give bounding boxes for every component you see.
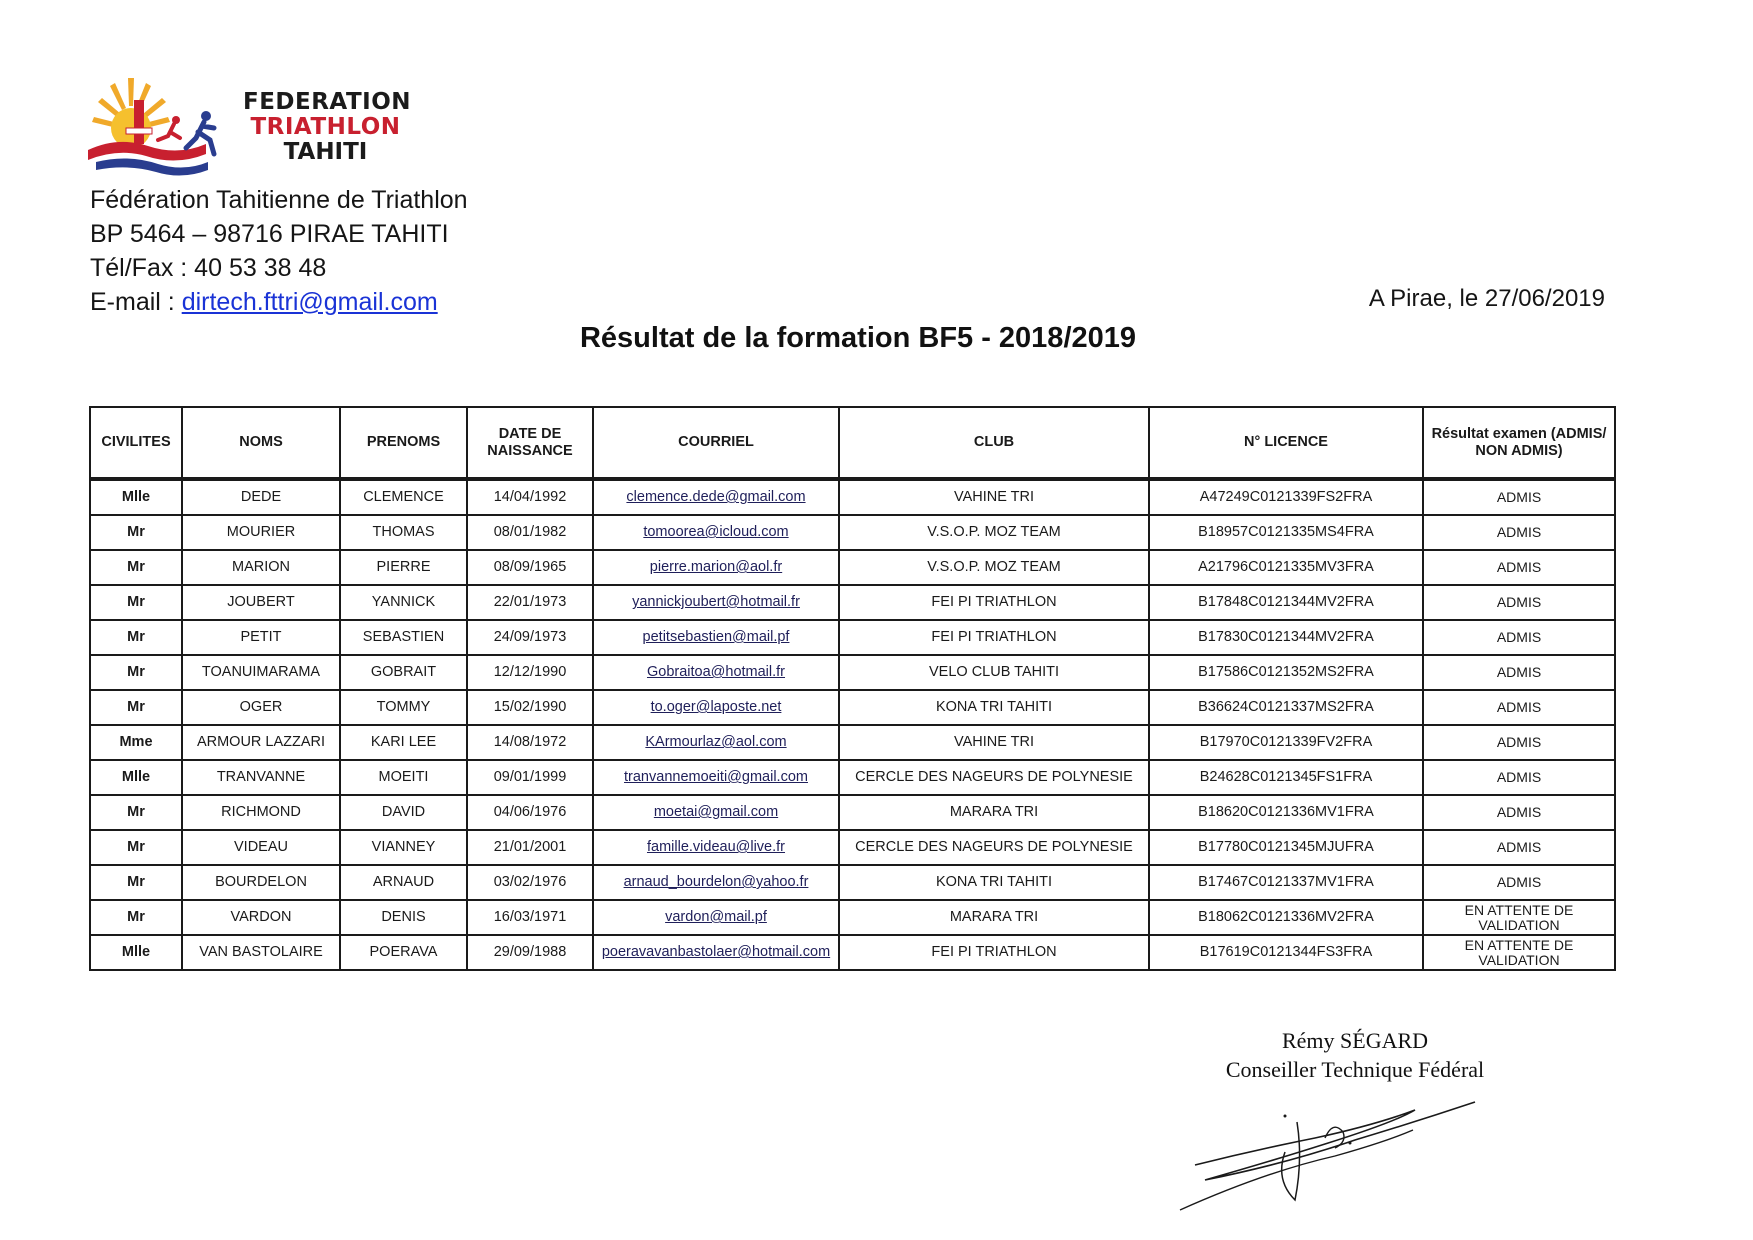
table-row xyxy=(90,585,1615,620)
nom-cell: VAN BASTOLAIRE xyxy=(182,935,340,970)
nom-cell: PETIT xyxy=(182,620,340,655)
licence-cell: B17467C0121337MV1FRA xyxy=(1149,865,1423,900)
licence-cell: B17848C0121344MV2FRA xyxy=(1149,585,1423,620)
courriel-cell xyxy=(593,690,839,725)
email-link[interactable]: Gobraitoa@hotmail.fr xyxy=(646,664,786,680)
header-noms: NOMS xyxy=(182,407,340,479)
courriel-cell xyxy=(593,865,839,900)
nom-cell: MOURIER xyxy=(182,515,340,550)
header-prenoms: PRENOMS xyxy=(340,407,467,479)
civilite-cell: Mlle xyxy=(90,479,182,515)
nom-cell: RICHMOND xyxy=(182,795,340,830)
prenom-cell: CLEMENCE xyxy=(340,479,467,515)
table-row xyxy=(90,550,1615,585)
table-row xyxy=(90,725,1615,760)
signatory-name: Rémy SÉGARD xyxy=(1281,1028,1429,1053)
licence-cell: B17586C0121352MS2FRA xyxy=(1149,655,1423,690)
courriel-cell xyxy=(593,795,839,830)
civilite-cell: Mr xyxy=(90,515,182,550)
civilite-cell: Mr xyxy=(90,585,182,620)
civilite-cell: Mr xyxy=(90,865,182,900)
licence-cell: B17970C0121339FV2FRA xyxy=(1149,725,1423,760)
courriel-cell xyxy=(593,620,839,655)
prenom-cell: TOMMY xyxy=(340,690,467,725)
header-licence: N° LICENCE xyxy=(1149,407,1423,479)
organization-address: BP 5464 – 98716 PIRAE TAHITI xyxy=(90,220,449,248)
table-row xyxy=(90,515,1615,550)
courriel-cell xyxy=(593,725,839,760)
organization-address-block xyxy=(90,183,468,319)
results-table xyxy=(89,406,1616,971)
signatory-block xyxy=(1210,1026,1500,1084)
nom-cell: VARDON xyxy=(182,900,340,935)
organization-phone: Tél/Fax : 40 53 38 48 xyxy=(90,254,327,282)
handwritten-signature xyxy=(1175,1080,1485,1215)
document-date: A Pirae, le 27/06/2019 xyxy=(1368,285,1605,312)
date-naissance-cell: 15/02/1990 xyxy=(467,690,593,725)
civilite-cell: Mr xyxy=(90,690,182,725)
email-link[interactable]: famille.videau@live.fr xyxy=(646,839,786,855)
nom-cell: TRANVANNE xyxy=(182,760,340,795)
club-cell: V.S.O.P. MOZ TEAM xyxy=(839,515,1149,550)
club-cell: VAHINE TRI xyxy=(839,725,1149,760)
logo-line-1: FEDERATION xyxy=(243,89,411,115)
prenom-cell: SEBASTIEN xyxy=(340,620,467,655)
licence-cell: B17619C0121344FS3FRA xyxy=(1149,935,1423,970)
date-naissance-cell: 08/09/1965 xyxy=(467,550,593,585)
licence-cell: B36624C0121337MS2FRA xyxy=(1149,690,1423,725)
resultat-cell: ADMIS xyxy=(1423,725,1615,760)
logo-wordmark xyxy=(243,89,411,165)
prenom-cell: DENIS xyxy=(340,900,467,935)
email-link[interactable]: tomoorea@icloud.com xyxy=(643,524,789,540)
licence-cell: A47249C0121339FS2FRA xyxy=(1149,479,1423,515)
header-civilites: CIVILITES xyxy=(90,407,182,479)
header-date-naissance: DATE DE NAISSANCE xyxy=(467,407,593,479)
resultat-cell: ADMIS xyxy=(1423,620,1615,655)
table-row xyxy=(90,900,1615,935)
prenom-cell: YANNICK xyxy=(340,585,467,620)
email-link[interactable]: KArmourlaz@aol.com xyxy=(645,734,787,750)
courriel-cell xyxy=(593,550,839,585)
civilite-cell: Mme xyxy=(90,725,182,760)
email-label: E-mail : xyxy=(90,288,182,316)
prenom-cell: MOEITI xyxy=(340,760,467,795)
triathlon-emblem-icon xyxy=(88,70,248,182)
header-courriel: COURRIEL xyxy=(593,407,839,479)
table-row xyxy=(90,935,1615,970)
table-row xyxy=(90,479,1615,515)
prenom-cell: THOMAS xyxy=(340,515,467,550)
nom-cell: BOURDELON xyxy=(182,865,340,900)
courriel-cell xyxy=(593,655,839,690)
resultat-cell: ADMIS xyxy=(1423,830,1615,865)
federation-logo xyxy=(88,70,418,182)
civilite-cell: Mr xyxy=(90,550,182,585)
table-row xyxy=(90,655,1615,690)
club-cell: FEI PI TRIATHLON xyxy=(839,585,1149,620)
civilite-cell: Mr xyxy=(90,620,182,655)
nom-cell: MARION xyxy=(182,550,340,585)
prenom-cell: DAVID xyxy=(340,795,467,830)
licence-cell: A21796C0121335MV3FRA xyxy=(1149,550,1423,585)
nom-cell: OGER xyxy=(182,690,340,725)
club-cell: VAHINE TRI xyxy=(839,479,1149,515)
date-naissance-cell: 14/08/1972 xyxy=(467,725,593,760)
nom-cell: JOUBERT xyxy=(182,585,340,620)
table-row xyxy=(90,620,1615,655)
licence-cell: B17780C0121345MJUFRA xyxy=(1149,830,1423,865)
logo-line-2: TRIATHLON xyxy=(250,114,401,140)
club-cell: CERCLE DES NAGEURS DE POLYNESIE xyxy=(839,760,1149,795)
club-cell: KONA TRI TAHITI xyxy=(839,865,1149,900)
email-link[interactable]: clemence.dede@gmail.com xyxy=(626,489,806,505)
organization-name: Fédération Tahitienne de Triathlon xyxy=(90,186,468,214)
club-cell: FEI PI TRIATHLON xyxy=(839,620,1149,655)
courriel-cell xyxy=(593,515,839,550)
nom-cell: ARMOUR LAZZARI xyxy=(182,725,340,760)
prenom-cell: POERAVA xyxy=(340,935,467,970)
courriel-cell xyxy=(593,935,839,970)
civilite-cell: Mr xyxy=(90,795,182,830)
email-link[interactable]: tranvannemoeiti@gmail.com xyxy=(624,769,808,785)
table-row xyxy=(90,795,1615,830)
email-link[interactable]: petitsebastien@mail.pf xyxy=(642,629,790,645)
date-naissance-cell: 29/09/1988 xyxy=(467,935,593,970)
licence-cell: B24628C0121345FS1FRA xyxy=(1149,760,1423,795)
resultat-cell: ADMIS xyxy=(1423,865,1615,900)
resultat-cell: ADMIS xyxy=(1423,515,1615,550)
date-naissance-cell: 03/02/1976 xyxy=(467,865,593,900)
table-row xyxy=(90,830,1615,865)
table-row xyxy=(90,760,1615,795)
table-header-row xyxy=(90,407,1615,479)
resultat-cell: EN ATTENTE DE VALIDATION xyxy=(1423,935,1615,970)
club-cell: VELO CLUB TAHITI xyxy=(839,655,1149,690)
date-naissance-cell: 21/01/2001 xyxy=(467,830,593,865)
courriel-cell xyxy=(593,479,839,515)
licence-cell: B18062C0121336MV2FRA xyxy=(1149,900,1423,935)
courriel-cell xyxy=(593,900,839,935)
club-cell: FEI PI TRIATHLON xyxy=(839,935,1149,970)
page-title: Résultat de la formation BF5 - 2018/2019 xyxy=(579,322,1137,354)
email-link[interactable]: pierre.marion@aol.fr xyxy=(649,559,783,575)
email-link[interactable]: vardon@mail.pf xyxy=(665,909,767,925)
prenom-cell: PIERRE xyxy=(340,550,467,585)
courriel-cell xyxy=(593,830,839,865)
nom-cell: VIDEAU xyxy=(182,830,340,865)
civilite-cell: Mr xyxy=(90,900,182,935)
logo-line-3: TAHITI xyxy=(283,139,368,165)
courriel-cell xyxy=(593,585,839,620)
prenom-cell: KARI LEE xyxy=(340,725,467,760)
date-naissance-cell: 22/01/1973 xyxy=(467,585,593,620)
civilite-cell: Mlle xyxy=(90,935,182,970)
resultat-cell: ADMIS xyxy=(1423,585,1615,620)
date-naissance-cell: 12/12/1990 xyxy=(467,655,593,690)
date-naissance-cell: 24/09/1973 xyxy=(467,620,593,655)
date-naissance-cell: 04/06/1976 xyxy=(467,795,593,830)
table-body xyxy=(90,479,1615,970)
email-link[interactable]: yannickjoubert@hotmail.fr xyxy=(632,594,800,610)
club-cell: MARARA TRI xyxy=(839,795,1149,830)
prenom-cell: GOBRAIT xyxy=(340,655,467,690)
resultat-cell: ADMIS xyxy=(1423,795,1615,830)
signatory-role: Conseiller Technique Fédéral xyxy=(1225,1057,1485,1082)
date-naissance-cell: 16/03/1971 xyxy=(467,900,593,935)
civilite-cell: Mlle xyxy=(90,760,182,795)
resultat-cell: ADMIS xyxy=(1423,479,1615,515)
prenom-cell: VIANNEY xyxy=(340,830,467,865)
resultat-cell: ADMIS xyxy=(1423,655,1615,690)
civilite-cell: Mr xyxy=(90,830,182,865)
club-cell: MARARA TRI xyxy=(839,900,1149,935)
licence-cell: B18620C0121336MV1FRA xyxy=(1149,795,1423,830)
club-cell: KONA TRI TAHITI xyxy=(839,690,1149,725)
date-naissance-cell: 09/01/1999 xyxy=(467,760,593,795)
nom-cell: DEDE xyxy=(182,479,340,515)
email-link[interactable]: moetai@gmail.com xyxy=(653,804,779,820)
email-link[interactable]: arnaud_bourdelon@yahoo.fr xyxy=(623,874,809,890)
date-naissance-cell: 08/01/1982 xyxy=(467,515,593,550)
table-row xyxy=(90,690,1615,725)
courriel-cell xyxy=(593,760,839,795)
club-cell: V.S.O.P. MOZ TEAM xyxy=(839,550,1149,585)
table-row xyxy=(90,865,1615,900)
licence-cell: B17830C0121344MV2FRA xyxy=(1149,620,1423,655)
resultat-cell: EN ATTENTE DE VALIDATION xyxy=(1423,900,1615,935)
resultat-cell: ADMIS xyxy=(1423,690,1615,725)
civilite-cell: Mr xyxy=(90,655,182,690)
header-resultat: Résultat examen (ADMIS/ NON ADMIS) xyxy=(1423,407,1615,479)
club-cell: CERCLE DES NAGEURS DE POLYNESIE xyxy=(839,830,1149,865)
resultat-cell: ADMIS xyxy=(1423,550,1615,585)
email-link[interactable]: poeravavanbastolaer@hotmail.com xyxy=(601,944,831,960)
licence-cell: B18957C0121335MS4FRA xyxy=(1149,515,1423,550)
resultat-cell: ADMIS xyxy=(1423,760,1615,795)
nom-cell: TOANUIMARAMA xyxy=(182,655,340,690)
date-naissance-cell: 14/04/1992 xyxy=(467,479,593,515)
prenom-cell: ARNAUD xyxy=(340,865,467,900)
email-link[interactable]: dirtech.fttri@gmail.com xyxy=(181,288,438,316)
email-link[interactable]: to.oger@laposte.net xyxy=(650,699,782,715)
organization-email-line xyxy=(90,285,468,319)
header-club: CLUB xyxy=(839,407,1149,479)
